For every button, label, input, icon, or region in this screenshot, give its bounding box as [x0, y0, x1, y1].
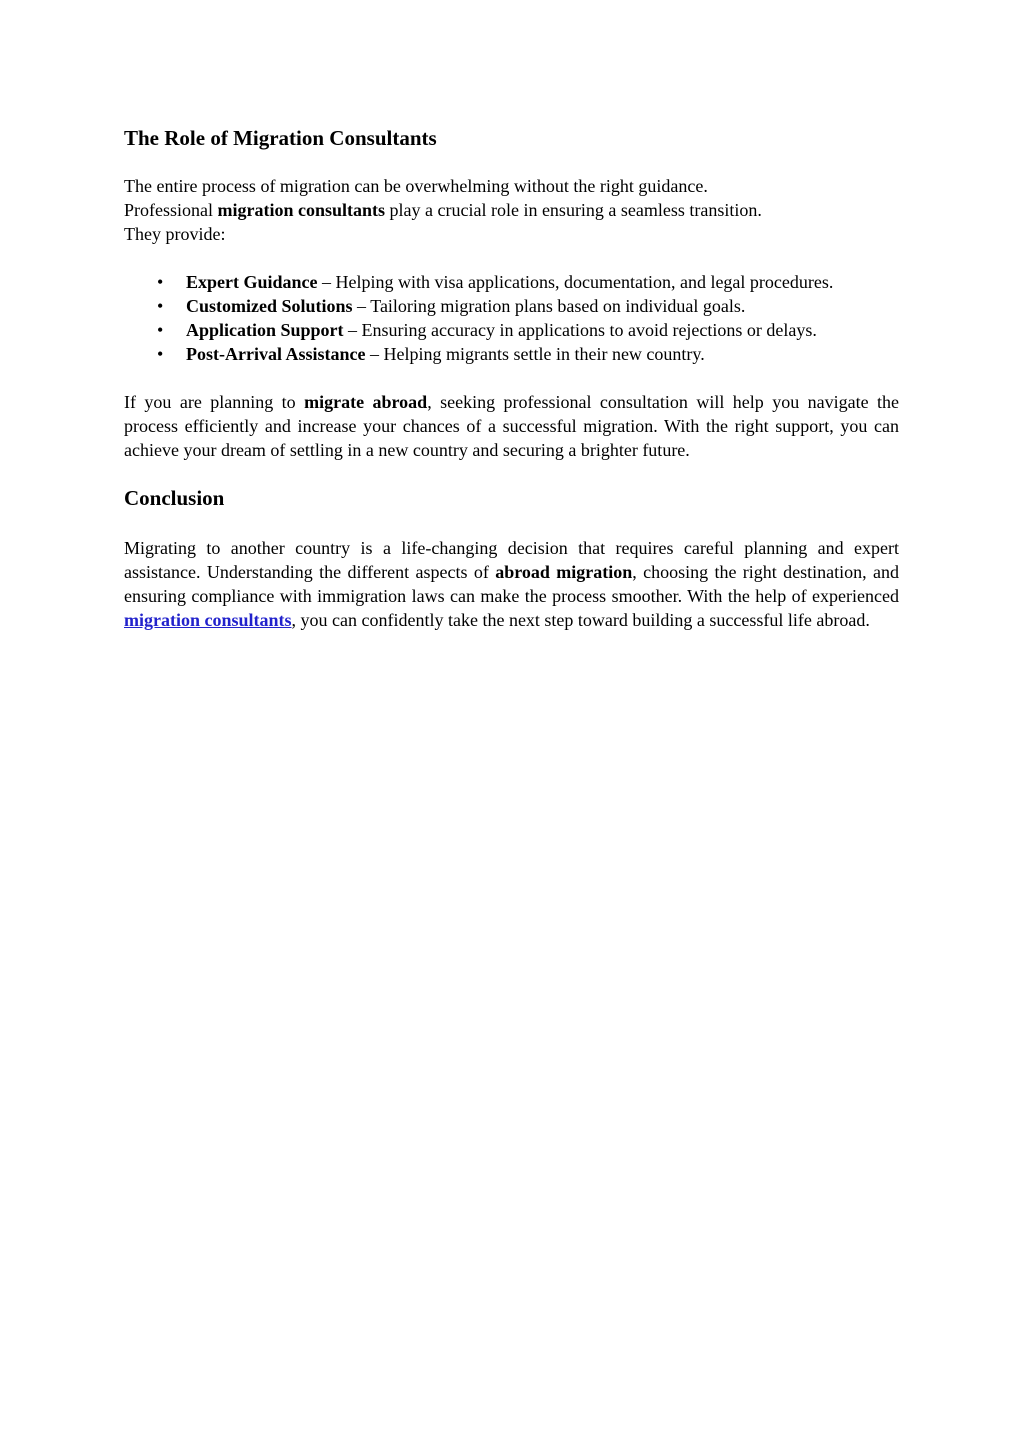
list-item	[157, 342, 899, 366]
intro-paragraph	[124, 174, 899, 246]
bullet-icon: •	[157, 296, 164, 316]
list-item-text: – Tailoring migration plans based on individual goals.	[352, 296, 746, 316]
conclusion-text-end: , you can confidently take the next step toward building a successful life abroad.	[291, 610, 870, 630]
list-item-title: Post-Arrival Assistance	[186, 344, 366, 364]
migration-consultants-link[interactable]: migration consultants	[124, 610, 292, 630]
closing-bold-term: migrate abroad	[304, 392, 428, 412]
bullet-icon: •	[157, 344, 164, 364]
intro-line-2-end: play a crucial role in ensuring a seamless transition.	[385, 200, 762, 220]
closing-text-end: , seeking professional consultation will help you navigate the process efficiently and increase your chances of a successful migration. With the right support, you can achieve your dream of settling in a new country and securing a brighter future.	[124, 392, 900, 460]
bullet-icon: •	[157, 272, 164, 292]
intro-line-2	[124, 198, 899, 222]
list-item-title: Customized Solutions	[186, 296, 353, 316]
bullet-icon: •	[157, 320, 164, 340]
intro-line-1: The entire process of migration can be overwhelming without the right guidance.	[124, 176, 708, 196]
section-heading-conclusion: Conclusion	[124, 486, 225, 510]
closing-paragraph	[124, 390, 899, 462]
conclusion-bold-term: abroad migration	[495, 562, 633, 582]
intro-line-3: They provide:	[124, 224, 226, 244]
list-item-text: – Helping migrants settle in their new country.	[365, 344, 705, 364]
list-item-text: – Helping with visa applications, documentation, and legal procedures.	[317, 272, 834, 292]
conclusion-text-start: Migrating to another country is a life-changing decision that requires careful planning and expert assistance. Understanding the different aspects of	[124, 538, 899, 582]
list-item	[157, 270, 899, 294]
list-item	[157, 294, 899, 318]
list-item-title: Application Support	[186, 320, 344, 340]
services-list	[124, 270, 899, 366]
intro-bold-term: migration consultants	[217, 200, 386, 220]
list-item-title: Expert Guidance	[186, 272, 318, 292]
section-heading-role: The Role of Migration Consultants	[124, 126, 437, 150]
list-item	[157, 318, 899, 342]
closing-text-start: If you are planning to	[124, 392, 305, 412]
conclusion-text-middle: , choosing the right destination, and ensuring compliance with immigration laws can make the process smoother. With the help of experienced	[124, 562, 899, 606]
document-body	[124, 124, 899, 632]
intro-line-2-start: Professional	[124, 200, 218, 220]
list-item-text: – Ensuring accuracy in applications to avoid rejections or delays.	[343, 320, 817, 340]
conclusion-paragraph	[124, 536, 899, 632]
